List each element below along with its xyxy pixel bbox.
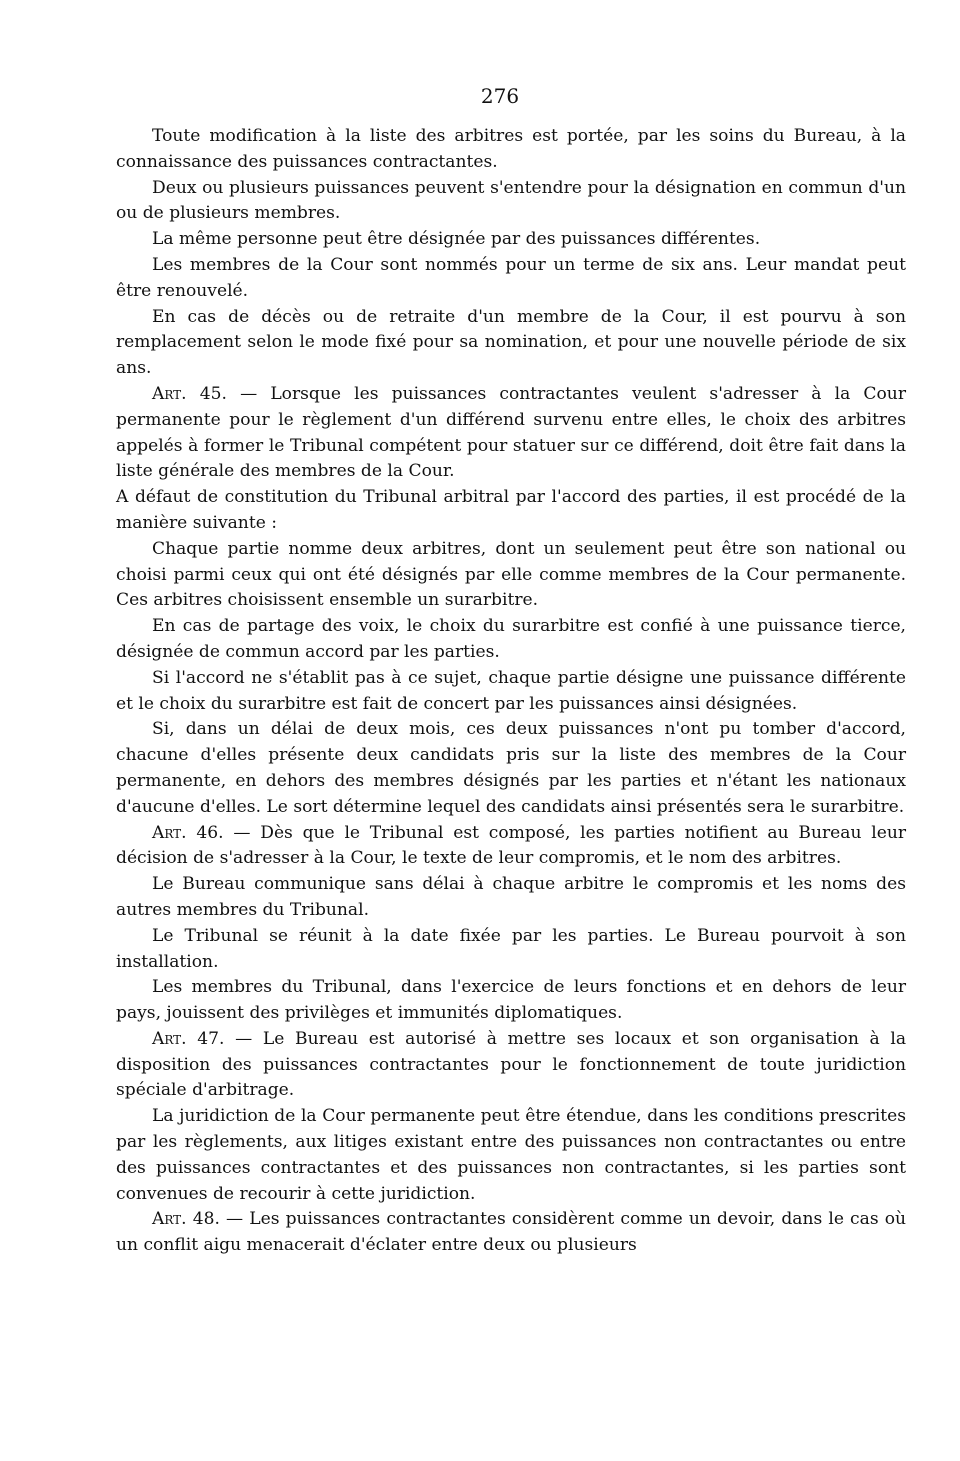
paragraph: La même personne peut être désignée par des puissances différentes. — [152, 229, 761, 250]
article-label: Art. 45. — [152, 383, 227, 404]
article-45: Art. 45. — Lorsque les puissances contractantes veulent s'adresser à la Cour permanente pour le règlement d'un différend survenu entre elles, le choix des arbitres appelés à former le Tribunal compétent pour statuer sur ce différend, doit être fait dans la liste générale des membres de la Cour. — [116, 383, 906, 482]
paragraph: Si, dans un délai de deux mois, ces deux puissances n'ont pu tomber d'accord, chacune d'elles présente deux candidats pris sur la liste des membres de la Cour permanente, en dehors des membres désignés par les parties et n'étant les nationaux d'aucune d'elles. Le sort détermine lequel des candidats ainsi présentés sera le surarbitre. — [116, 719, 906, 817]
paragraph: Chaque partie nomme deux arbitres, dont un seulement peut être son national ou choisi parmi ceux qui ont été désignés par elle comme membres de la Cour permanente. Ces arbitres choisissent ensemble un surarbitre. — [116, 538, 906, 611]
body-text — [116, 124, 906, 1259]
paragraph: En cas de partage des voix, le choix du surarbitre est confié à une puissance tierce, désignée de commun accord par les parties. — [116, 616, 906, 662]
article-48: Art. 48. — Les puissances contractantes considèrent comme un devoir, dans le cas où un conflit aigu menacerait d'éclater entre deux ou plusieurs — [116, 1209, 906, 1256]
paragraph: La juridiction de la Cour permanente peut être étendue, dans les conditions prescrites par les règlements, aux litiges existant entre des puissances non contractantes ou entre des puissances contractantes et des puissances non contractantes, si les parties sont convenues de recourir à cette juridiction. — [116, 1106, 906, 1204]
paragraph: Les membres du Tribunal, dans l'exercice de leurs fonctions et en dehors de leur pays, jouissent des privilèges et immunités diplomatiques. — [116, 977, 906, 1024]
article-47: Art. 47. — Le Bureau est autorisé à mettre ses locaux et son organisation à la disposition des puissances contractantes pour le fonctionnement de toute juridiction spéciale d'arbitrage. — [116, 1028, 907, 1101]
paragraph: En cas de décès ou de retraite d'un membre de la Cour, il est pourvu à son remplacement selon le mode fixé pour sa nomination, et pour une nouvelle période de six ans. — [116, 306, 906, 379]
paragraph: A défaut de constitution du Tribunal arbitral par l'accord des parties, il est procédé de la manière suivante : — [116, 487, 906, 533]
paragraph: Le Tribunal se réunit à la date fixée par les parties. Le Bureau pourvoit à son installation. — [116, 925, 906, 972]
article-label: Art. 48. — [152, 1209, 220, 1230]
article-label: Art. 47. — [152, 1028, 225, 1049]
page-number: 276 — [480, 84, 520, 108]
paragraph: Toute modification à la liste des arbitres est portée, par les soins du Bureau, à la connaissance des puissances contractantes. — [116, 126, 906, 172]
article-46: Art. 46. — Dès que le Tribunal est composé, les parties notifient au Bureau leur décision de s'adresser à la Cour, le texte de leur compromis, et le nom des arbitres. — [116, 822, 907, 869]
paragraph: Les membres de la Cour sont nommés pour un terme de six ans. Leur mandat peut être renouvelé. — [116, 254, 906, 301]
article-label: Art. 46. — [152, 822, 224, 843]
paragraph: Le Bureau communique sans délai à chaque arbitre le compromis et les noms des autres membres du Tribunal. — [116, 874, 906, 920]
paragraph: Si l'accord ne s'établit pas à ce sujet, chaque partie désigne une puissance différente et le choix du surarbitre est fait de concert par les puissances ainsi désignées. — [116, 667, 906, 714]
paragraph: Deux ou plusieurs puissances peuvent s'entendre pour la désignation en commun d'un ou de plusieurs membres. — [116, 177, 906, 224]
